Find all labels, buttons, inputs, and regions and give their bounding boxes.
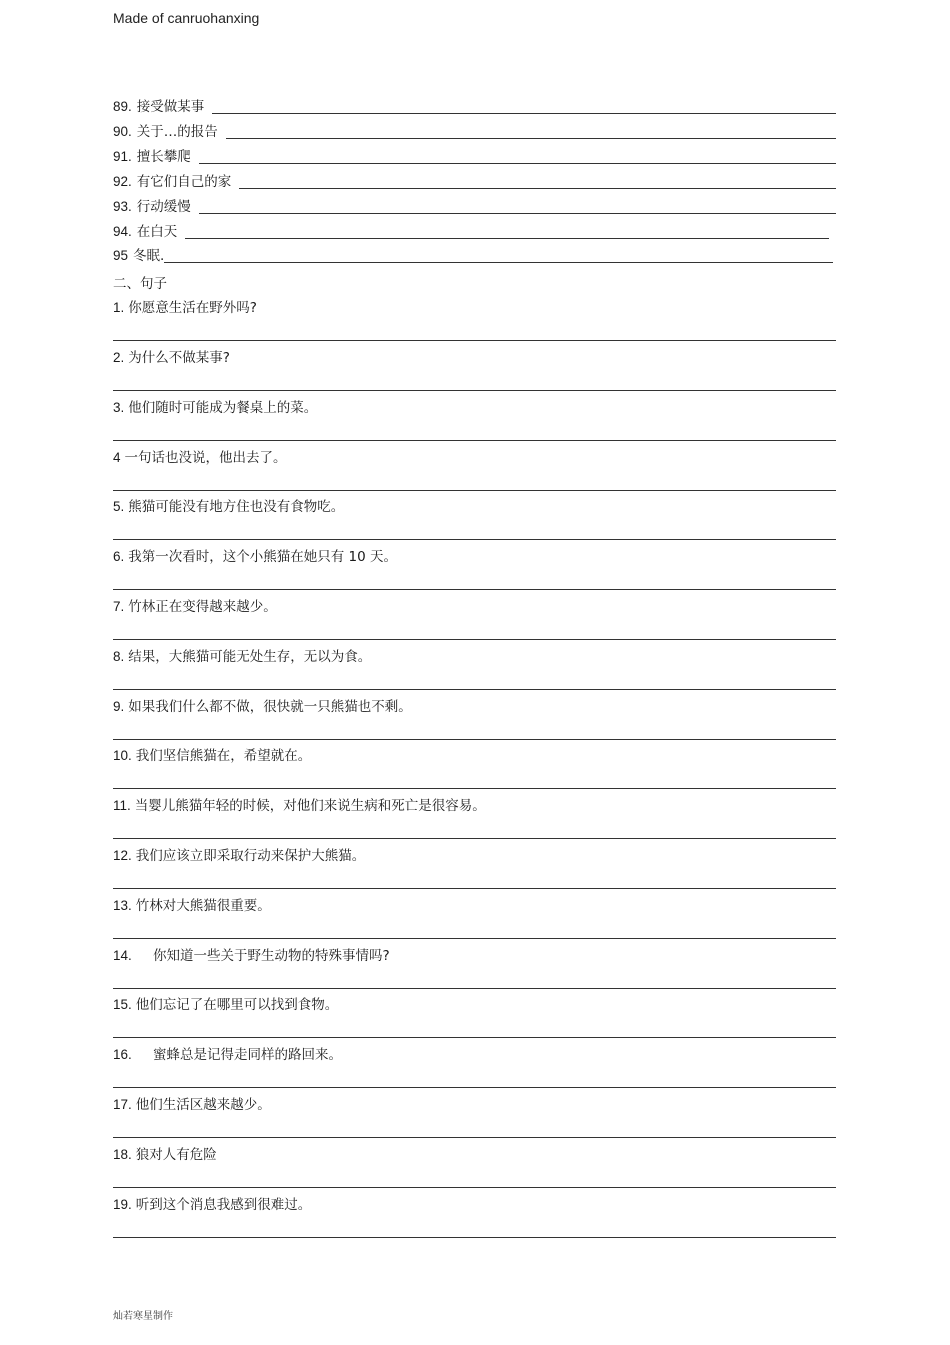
sentence-item [113, 498, 836, 548]
sentence-item [113, 1096, 836, 1146]
answer-line[interactable] [113, 539, 836, 540]
sentence-number: 4 [113, 450, 121, 465]
answer-line[interactable] [164, 262, 833, 263]
page-header: Made of canruohanxing [113, 10, 260, 26]
phrase-number: 93. [113, 199, 132, 214]
answer-line[interactable] [113, 888, 836, 889]
phrase-item [113, 247, 833, 265]
answer-line[interactable] [113, 1237, 836, 1238]
sentence-number: 19. [113, 1197, 132, 1212]
phrase-text: 关于…的报告 [136, 124, 218, 140]
answer-line[interactable] [113, 1087, 836, 1088]
sentence-text: 当婴儿熊猫年轻的时候，对他们来说生病和死亡是很容易。 [134, 798, 486, 814]
phrase-item [113, 223, 829, 241]
sentence-item [113, 1196, 836, 1246]
answer-line[interactable] [113, 390, 836, 391]
answer-line[interactable] [199, 213, 836, 214]
sentence-text: 熊猫可能没有地方住也没有食物吃。 [128, 499, 345, 515]
sentence-number: 2. [113, 350, 125, 365]
phrase-item [113, 198, 836, 216]
sentence-item [113, 747, 836, 797]
phrase-number: 94. [113, 224, 132, 239]
answer-line[interactable] [212, 113, 836, 114]
answer-line[interactable] [113, 490, 836, 491]
sentence-item [113, 797, 836, 847]
sentence-item [113, 299, 836, 349]
page-footer: 灿若寒星制作 [113, 1311, 173, 1322]
sentence-text: 为什么不做某事? [128, 350, 230, 366]
answer-line[interactable] [185, 238, 829, 239]
sentence-text: 你愿意生活在野外吗? [128, 300, 257, 316]
sentence-number: 17. [113, 1097, 132, 1112]
sentence-item [113, 847, 836, 897]
sentence-item [113, 548, 836, 598]
phrase-text: 接受做某事 [136, 99, 205, 115]
sentence-text: 他们忘记了在哪里可以找到食物。 [135, 997, 339, 1013]
sentence-text: 竹林正在变得越来越少。 [128, 599, 277, 615]
answer-line[interactable] [113, 340, 836, 341]
sentence-text: 结果，大熊猫可能无处生存，无以为食。 [128, 649, 372, 665]
phrase-number: 89. [113, 99, 132, 114]
sentence-number: 11. [113, 798, 131, 813]
phrase-number: 91. [113, 149, 132, 164]
sentence-number: 3. [113, 400, 125, 415]
sentence-item [113, 996, 836, 1046]
sentence-text: 我们坚信熊猫在，希望就在。 [135, 748, 312, 764]
sentence-number: 18. [113, 1147, 132, 1162]
sentence-number: 13. [113, 898, 132, 913]
phrase-text: 冬眠. [133, 248, 165, 264]
sentence-text: 我们应该立即采取行动来保护大熊猫。 [135, 848, 366, 864]
phrase-item [113, 123, 836, 141]
phrase-number: 92. [113, 174, 132, 189]
sentence-text: 他们生活区越来越少。 [135, 1097, 271, 1113]
sentence-item [113, 947, 836, 997]
sentence-item [113, 648, 836, 698]
phrase-item [113, 148, 836, 166]
answer-line[interactable] [113, 639, 836, 640]
answer-line[interactable] [113, 589, 836, 590]
answer-line[interactable] [113, 788, 836, 789]
phrase-number: 90. [113, 124, 132, 139]
sentence-number: 1. [113, 300, 125, 315]
phrase-text: 行动缓慢 [136, 199, 191, 215]
sentence-number: 12. [113, 848, 132, 863]
phrase-text: 擅长攀爬 [136, 149, 191, 165]
sentence-text: 你知道一些关于野生动物的特殊事情吗? [135, 948, 390, 964]
sentence-number: 9. [113, 699, 125, 714]
sentence-item [113, 598, 836, 648]
answer-line[interactable] [113, 988, 836, 989]
phrase-item [113, 173, 836, 191]
sentence-item [113, 1046, 836, 1096]
sentence-number: 15. [113, 997, 132, 1012]
answer-line[interactable] [199, 163, 836, 164]
answer-line[interactable] [113, 440, 836, 441]
phrase-number: 95 [113, 248, 129, 263]
sentence-number: 16. [113, 1047, 132, 1062]
answer-line[interactable] [113, 1137, 836, 1138]
sentence-text: 一句话也没说，他出去了。 [124, 450, 287, 466]
answer-line[interactable] [113, 739, 836, 740]
sentence-number: 5. [113, 499, 125, 514]
sentence-text: 听到这个消息我感到很难过。 [135, 1197, 312, 1213]
answer-line[interactable] [113, 938, 836, 939]
phrase-text: 在白天 [136, 224, 178, 240]
sentence-text: 蜜蜂总是记得走同样的路回来。 [135, 1047, 342, 1063]
sentence-number: 10. [113, 748, 132, 763]
sentence-number: 6. [113, 549, 125, 564]
sentence-item [113, 449, 836, 499]
sentence-item [113, 897, 836, 947]
sentence-item [113, 698, 836, 748]
section-title: 二、句子 [113, 276, 167, 292]
sentence-item [113, 1146, 836, 1196]
sentence-text: 狼对人有危险 [135, 1147, 217, 1163]
answer-line[interactable] [226, 138, 836, 139]
sentence-number: 7. [113, 599, 125, 614]
answer-line[interactable] [113, 1187, 836, 1188]
answer-line[interactable] [113, 1037, 836, 1038]
answer-line[interactable] [239, 188, 836, 189]
sentence-text: 如果我们什么都不做，很快就一只熊猫也不剩。 [128, 699, 412, 715]
sentence-number: 8. [113, 649, 125, 664]
answer-line[interactable] [113, 689, 836, 690]
phrase-item [113, 98, 836, 116]
sentence-text: 我第一次看时，这个小熊猫在她只有 10 天。 [128, 549, 398, 565]
answer-line[interactable] [113, 838, 836, 839]
phrase-text: 有它们自己的家 [136, 174, 232, 190]
sentence-text: 竹林对大熊猫很重要。 [135, 898, 271, 914]
sentence-number: 14. [113, 948, 132, 963]
sentence-item [113, 399, 836, 449]
sentence-text: 他们随时可能成为餐桌上的菜。 [128, 400, 318, 416]
sentence-item [113, 349, 836, 399]
